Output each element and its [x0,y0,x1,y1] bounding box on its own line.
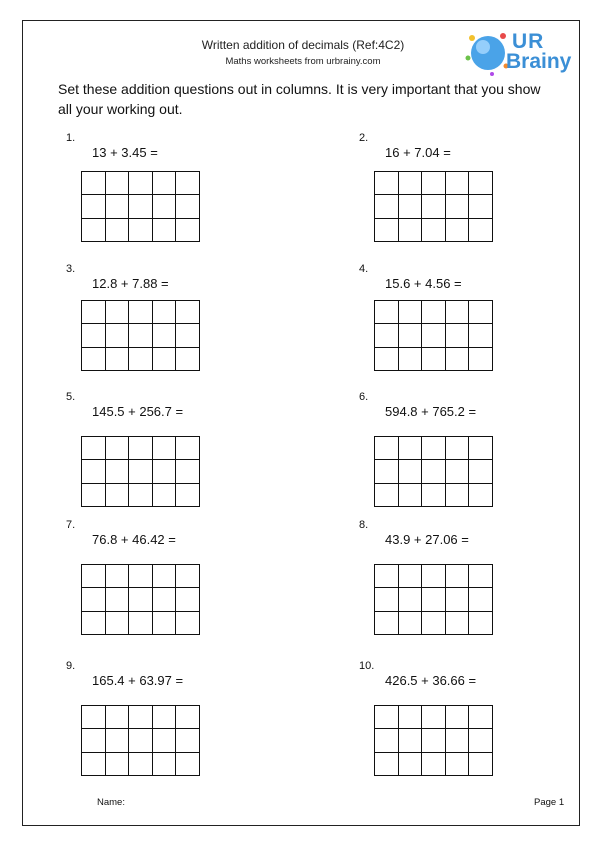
grid-cell[interactable] [469,565,493,588]
question-number: 10. [359,660,375,672]
grid-cell[interactable] [446,612,470,635]
grid-cell[interactable] [399,301,423,324]
answer-grid[interactable] [81,300,200,371]
grid-cell[interactable] [399,195,423,218]
answer-grid[interactable] [374,300,493,371]
answer-grid[interactable] [81,171,200,242]
grid-cell[interactable] [153,301,177,324]
grid-cell[interactable] [176,484,200,507]
question-expression: 15.6 + 4.56 = [385,276,462,291]
grid-cell[interactable] [422,612,446,635]
grid-cell[interactable] [446,219,470,242]
grid-cell[interactable] [399,219,423,242]
grid-cell[interactable] [153,219,177,242]
grid-cell[interactable] [153,324,177,347]
grid-cell[interactable] [469,301,493,324]
grid-cell[interactable] [469,753,493,776]
grid-cell[interactable] [82,565,106,588]
question-number: 6. [359,391,369,403]
grid-cell[interactable] [375,348,399,371]
grid-cell[interactable] [176,348,200,371]
grid-cell[interactable] [399,706,423,729]
grid-cell[interactable] [129,706,153,729]
grid-cell[interactable] [375,484,399,507]
grid-cell[interactable] [422,301,446,324]
grid-cell[interactable] [422,460,446,483]
grid-cell[interactable] [129,588,153,611]
grid-cell[interactable] [446,753,470,776]
grid-cell[interactable] [82,612,106,635]
grid-cell[interactable] [106,729,130,752]
grid-cell[interactable] [375,565,399,588]
urbrainy-logo [462,26,580,82]
grid-cell[interactable] [82,195,106,218]
question-5 [66,391,296,511]
instructions: Set these addition questions out in columns. It is very important that you show all your working out. [58,81,541,117]
question-expression: 13 + 3.45 = [92,145,158,160]
grid-cell[interactable] [446,301,470,324]
grid-cell[interactable] [399,324,423,347]
grid-cell[interactable] [399,437,423,460]
grid-cell[interactable] [176,172,200,195]
grid-cell[interactable] [153,612,177,635]
grid-cell[interactable] [422,324,446,347]
grid-cell[interactable] [176,301,200,324]
grid-cell[interactable] [82,588,106,611]
answer-grid[interactable] [374,436,493,507]
grid-cell[interactable] [176,588,200,611]
grid-cell[interactable] [176,729,200,752]
grid-cell[interactable] [153,753,177,776]
grid-cell[interactable] [446,484,470,507]
question-8 [359,519,589,639]
grid-cell[interactable] [106,301,130,324]
grid-cell[interactable] [129,348,153,371]
grid-cell[interactable] [106,612,130,635]
grid-cell[interactable] [153,484,177,507]
grid-cell[interactable] [82,437,106,460]
question-6 [359,391,589,511]
grid-cell[interactable] [106,348,130,371]
grid-cell[interactable] [422,219,446,242]
grid-cell[interactable] [82,301,106,324]
grid-cell[interactable] [176,460,200,483]
question-7 [66,519,296,639]
grid-cell[interactable] [153,437,177,460]
worksheet-title: Written addition of decimals (Ref:4C2) [201,38,405,52]
grid-cell[interactable] [422,195,446,218]
question-1 [66,132,296,252]
grid-cell[interactable] [82,172,106,195]
grid-cell[interactable] [446,588,470,611]
question-number: 1. [66,132,76,144]
grid-cell[interactable] [176,437,200,460]
grid-cell[interactable] [422,348,446,371]
answer-grid[interactable] [374,564,493,635]
question-expression: 594.8 + 765.2 = [385,404,477,419]
grid-cell[interactable] [399,484,423,507]
grid-cell[interactable] [375,588,399,611]
grid-cell[interactable] [469,172,493,195]
grid-cell[interactable] [106,172,130,195]
grid-cell[interactable] [375,706,399,729]
grid-cell[interactable] [176,219,200,242]
question-9 [66,660,296,780]
grid-cell[interactable] [446,729,470,752]
grid-cell[interactable] [446,195,470,218]
question-expression: 76.8 + 46.42 = [92,532,176,547]
question-number: 8. [359,519,369,531]
grid-cell[interactable] [446,460,470,483]
grid-cell[interactable] [153,565,177,588]
grid-cell[interactable] [153,172,177,195]
grid-cell[interactable] [106,706,130,729]
grid-cell[interactable] [129,301,153,324]
grid-cell[interactable] [375,324,399,347]
question-expression: 145.5 + 256.7 = [92,404,184,419]
grid-cell[interactable] [422,484,446,507]
grid-cell[interactable] [375,219,399,242]
grid-cell[interactable] [422,753,446,776]
grid-cell[interactable] [399,565,423,588]
grid-cell[interactable] [446,437,470,460]
grid-cell[interactable] [129,437,153,460]
grid-cell[interactable] [82,324,106,347]
name-label: Name: [97,797,125,808]
question-expression: 165.4 + 63.97 = [92,673,184,688]
grid-cell[interactable] [106,324,130,347]
grid-cell[interactable] [106,195,130,218]
grid-cell[interactable] [399,348,423,371]
grid-cell[interactable] [469,437,493,460]
grid-cell[interactable] [176,195,200,218]
grid-cell[interactable] [375,753,399,776]
grid-cell[interactable] [106,484,130,507]
grid-cell[interactable] [176,706,200,729]
grid-cell[interactable] [469,706,493,729]
grid-cell[interactable] [129,219,153,242]
grid-cell[interactable] [106,565,130,588]
grid-cell[interactable] [469,195,493,218]
question-number: 4. [359,263,369,275]
answer-grid[interactable] [374,171,493,242]
grid-cell[interactable] [129,612,153,635]
grid-cell[interactable] [106,437,130,460]
grid-cell[interactable] [153,706,177,729]
question-number: 2. [359,132,369,144]
grid-cell[interactable] [82,348,106,371]
grid-cell[interactable] [399,460,423,483]
question-2 [359,132,589,252]
grid-cell[interactable] [446,565,470,588]
grid-cell[interactable] [129,729,153,752]
grid-cell[interactable] [446,706,470,729]
grid-cell[interactable] [446,348,470,371]
grid-cell[interactable] [129,484,153,507]
grid-cell[interactable] [422,588,446,611]
grid-cell[interactable] [469,484,493,507]
grid-cell[interactable] [446,324,470,347]
answer-grid[interactable] [81,564,200,635]
grid-cell[interactable] [176,565,200,588]
question-expression: 12.8 + 7.88 = [92,276,169,291]
question-3 [66,263,296,383]
grid-cell[interactable] [153,588,177,611]
grid-cell[interactable] [129,460,153,483]
logo-text-brainy: Brainy [506,50,572,73]
grid-cell[interactable] [469,324,493,347]
grid-cell[interactable] [446,172,470,195]
grid-cell[interactable] [82,219,106,242]
grid-cell[interactable] [176,753,200,776]
grid-cell[interactable] [106,460,130,483]
grid-cell[interactable] [375,460,399,483]
grid-cell[interactable] [422,729,446,752]
answer-grid[interactable] [374,705,493,776]
grid-cell[interactable] [422,706,446,729]
grid-cell[interactable] [375,729,399,752]
grid-cell[interactable] [399,588,423,611]
question-expression: 426.5 + 36.66 = [385,673,477,688]
grid-cell[interactable] [82,460,106,483]
logo-text-ur: UR [512,30,545,53]
answer-grid[interactable] [81,436,200,507]
grid-cell[interactable] [153,460,177,483]
grid-cell[interactable] [375,301,399,324]
page-number: Page 1 [534,797,565,808]
grid-cell[interactable] [176,612,200,635]
grid-cell[interactable] [106,588,130,611]
grid-cell[interactable] [82,729,106,752]
grid-cell[interactable] [153,348,177,371]
grid-cell[interactable] [375,437,399,460]
grid-cell[interactable] [469,460,493,483]
grid-cell[interactable] [106,753,130,776]
grid-cell[interactable] [82,484,106,507]
question-number: 5. [66,391,76,403]
question-number: 7. [66,519,76,531]
question-expression: 16 + 7.04 = [385,145,451,160]
grid-cell[interactable] [129,324,153,347]
grid-cell[interactable] [422,565,446,588]
question-4 [359,263,589,383]
grid-cell[interactable] [82,706,106,729]
grid-cell[interactable] [469,588,493,611]
grid-cell[interactable] [422,437,446,460]
grid-cell[interactable] [469,612,493,635]
question-number: 3. [66,263,76,275]
grid-cell[interactable] [375,612,399,635]
grid-cell[interactable] [399,753,423,776]
grid-cell[interactable] [422,172,446,195]
grid-cell[interactable] [153,729,177,752]
grid-cell[interactable] [399,729,423,752]
grid-cell[interactable] [469,348,493,371]
worksheet-subtitle: Maths worksheets from urbrainy.com [225,56,381,67]
question-expression: 43.9 + 27.06 = [385,532,469,547]
grid-cell[interactable] [375,195,399,218]
grid-cell[interactable] [129,195,153,218]
grid-cell[interactable] [82,753,106,776]
grid-cell[interactable] [176,324,200,347]
grid-cell[interactable] [375,172,399,195]
grid-cell[interactable] [399,172,423,195]
grid-cell[interactable] [106,219,130,242]
grid-cell[interactable] [469,219,493,242]
grid-cell[interactable] [129,172,153,195]
grid-cell[interactable] [469,729,493,752]
grid-cell[interactable] [129,565,153,588]
grid-cell[interactable] [129,753,153,776]
answer-grid[interactable] [81,705,200,776]
grid-cell[interactable] [153,195,177,218]
grid-cell[interactable] [399,612,423,635]
question-number: 9. [66,660,76,672]
question-10 [359,660,589,780]
